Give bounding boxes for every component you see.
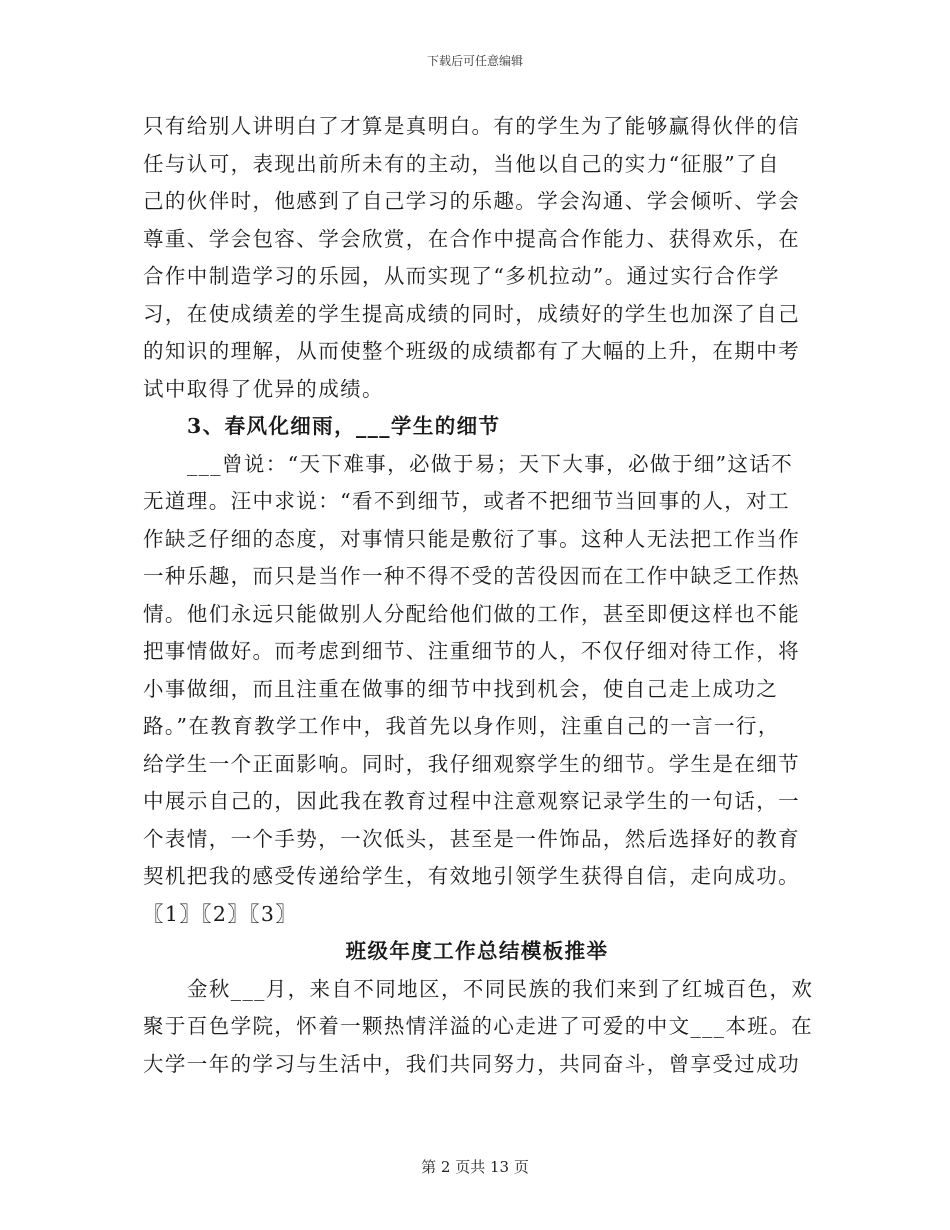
paragraph-line: 尊重、学会包容、学会欣赏，在合作中提高合作能力、获得欢乐，在 — [143, 226, 800, 251]
section-heading: 3、春风化细雨，___学生的细节 — [187, 414, 501, 438]
page-header: 下载后可任意编辑 — [426, 54, 523, 68]
paragraph-line: 个表情，一个手势，一次低头，甚至是一件饰品，然后选择好的教育 — [143, 826, 800, 851]
paragraph-line: 情。他们永远只能做别人分配给他们做的工作，甚至即便这样也不能 — [143, 601, 800, 626]
paragraph-line: 契机把我的感受传递给学生，有效地引领学生获得自信，走向成功。 — [143, 864, 800, 888]
page-number-footer: 第 2 页共 13 页 — [421, 1158, 529, 1176]
paragraph-line: ___曾说：“天下难事，必做于易；天下大事，必做于细”这话不 — [187, 451, 794, 476]
reference-markers: 〖1〗〖2〗〖3〗 — [143, 901, 298, 926]
paragraph-line: 一种乐趣，而只是当作一种不得不受的苦役因而在工作中缺乏工作热 — [143, 564, 800, 588]
paragraph-line: 无道理。汪中求说：“看不到细节，或者不把细节当回事的人，对工 — [143, 489, 790, 513]
paragraph-line: 任与认可，表现出前所未有的主动，当他以自己的实力“征服”了自 — [143, 151, 780, 176]
paragraph-line: 大学一年的学习与生活中，我们共同努力，共同奋斗，曾享受过成功 — [143, 1051, 800, 1076]
paragraph-line: 聚于百色学院，怀着一颗热情洋溢的心走进了可爱的中文___本班。在 — [143, 1014, 814, 1038]
article-title: 班级年度工作总结模板推举 — [345, 939, 609, 963]
paragraph-line: 试中取得了优异的成绩。 — [143, 376, 384, 401]
paragraph-line: 的知识的理解，从而使整个班级的成绩都有了大幅的上升，在期中考 — [143, 339, 800, 363]
paragraph-line: 己的伙伴时，他感到了自己学习的乐趣。学会沟通、学会倾听、学会 — [143, 189, 800, 213]
paragraph-line: 合作中制造学习的乐园，从而实现了“多机拉动”。通过实行合作学 — [143, 264, 780, 288]
paragraph-line: 作缺乏仔细的态度，对事情只能是敷衍了事。这种人无法把工作当作 — [143, 526, 800, 551]
paragraph-line: 金秋___月，来自不同地区，不同民族的我们来到了红城百色，欢 — [187, 976, 814, 1001]
paragraph-line: 习，在使成绩差的学生提高成绩的同时，成绩好的学生也加深了自己 — [143, 301, 800, 326]
paragraph-line: 路。”在教育教学工作中，我首先以身作则，注重自己的一言一行， — [143, 714, 780, 738]
paragraph-line: 中展示自己的，因此我在教育过程中注意观察记录学生的一句话，一 — [143, 789, 800, 813]
paragraph-line: 只有给别人讲明白了才算是真明白。有的学生为了能够赢得伙伴的信 — [143, 114, 800, 138]
document-body — [143, 108, 814, 1083]
paragraph-line: 小事做细，而且注重在做事的细节中找到机会，使自己走上成功之 — [143, 676, 779, 701]
paragraph-line: 把事情做好。而考虑到细节、注重细节的人，不仅仔细对待工作，将 — [143, 639, 800, 663]
paragraph-line: 给学生一个正面影响。同时，我仔细观察学生的细节。学生是在细节 — [143, 751, 800, 776]
